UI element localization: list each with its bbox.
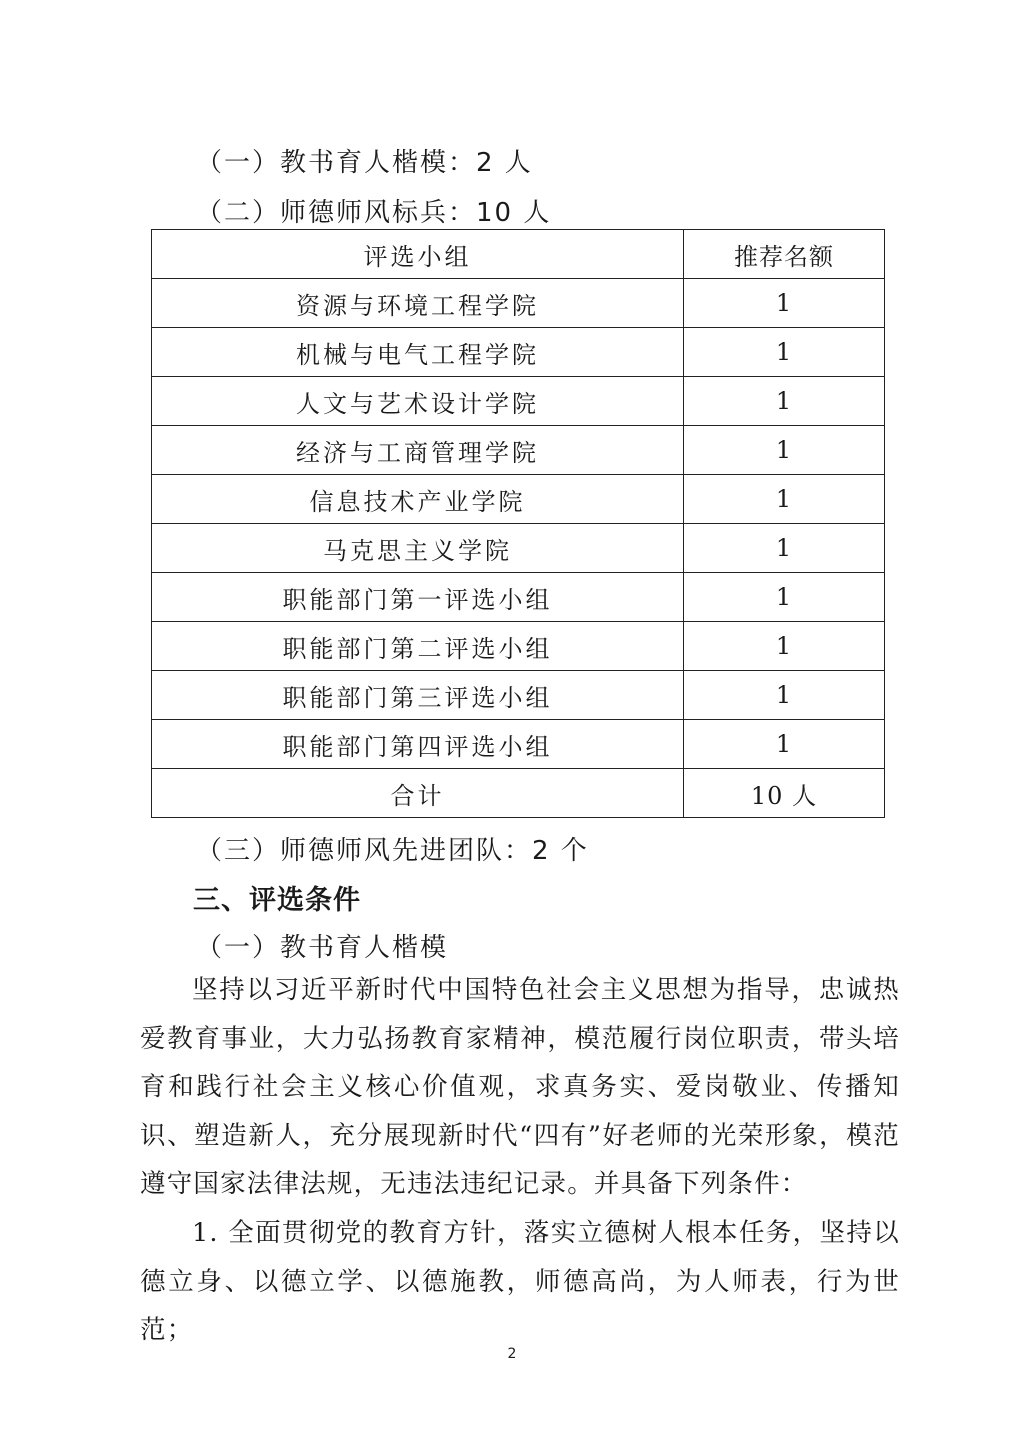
page-number: 2 bbox=[507, 1346, 517, 1362]
group-name: 职能部门第二评选小组 bbox=[152, 622, 684, 671]
table-header-row bbox=[152, 230, 885, 279]
group-name: 马克思主义学院 bbox=[152, 524, 684, 573]
quota-count: 1 bbox=[684, 377, 885, 426]
table-row bbox=[152, 573, 885, 622]
quota-count: 1 bbox=[684, 720, 885, 769]
criteria-paragraph: 坚持以习近平新时代中国特色社会主义思想为指导，忠诚热爱教育事业，大力弘扬教育家精神，模范履行岗位职责，带头培育和践行社会主义核心价值观，求真务实、爱岗敬业、传播知识、塑造新人，充分展现新时代“四有”好老师的光荣形象，模范遵守国家法律法规，无违法违纪记录。并具备下列条件： bbox=[140, 975, 900, 1200]
group-name: 人文与艺术设计学院 bbox=[152, 377, 684, 426]
group-name: 职能部门第三评选小组 bbox=[152, 671, 684, 720]
table-row bbox=[152, 377, 885, 426]
quota-item-ethics-exemplars: （二）师德师风标兵：10 人 bbox=[196, 198, 552, 228]
group-name: 信息技术产业学院 bbox=[152, 475, 684, 524]
group-name: 职能部门第四评选小组 bbox=[152, 720, 684, 769]
table-row bbox=[152, 720, 885, 769]
criteria-item-1: 1. 全面贯彻党的教育方针，落实立德树人根本任务，坚持以德立身、以德立学、以德施教，师德高尚，为人师表，行为世范； bbox=[140, 1217, 900, 1346]
total-count: 10 人 bbox=[684, 769, 885, 818]
group-name: 职能部门第一评选小组 bbox=[152, 573, 684, 622]
table-row bbox=[152, 475, 885, 524]
quota-count: 1 bbox=[684, 671, 885, 720]
group-name: 经济与工商管理学院 bbox=[152, 426, 684, 475]
column-header-quota: 推荐名额 bbox=[684, 230, 885, 279]
quota-count: 1 bbox=[684, 328, 885, 377]
quota-item-advanced-teams: （三）师德师风先进团队：2 个 bbox=[196, 836, 589, 866]
quota-table bbox=[151, 229, 885, 818]
quota-count: 1 bbox=[684, 573, 885, 622]
quota-count: 1 bbox=[684, 622, 885, 671]
subsection-heading-role-models: （一）教书育人楷模 bbox=[196, 933, 449, 963]
column-header-group: 评选小组 bbox=[152, 230, 684, 279]
group-name: 资源与环境工程学院 bbox=[152, 279, 684, 328]
quota-count: 1 bbox=[684, 475, 885, 524]
quota-item-role-models: （一）教书育人楷模：2 人 bbox=[196, 148, 533, 178]
criteria-body bbox=[140, 966, 900, 1355]
table-row bbox=[152, 279, 885, 328]
table-total-row bbox=[152, 769, 885, 818]
table-row bbox=[152, 524, 885, 573]
table-row bbox=[152, 426, 885, 475]
section-heading-criteria: 三、评选条件 bbox=[193, 885, 361, 916]
table-row bbox=[152, 622, 885, 671]
group-name: 机械与电气工程学院 bbox=[152, 328, 684, 377]
quota-count: 1 bbox=[684, 279, 885, 328]
table-row bbox=[152, 328, 885, 377]
quota-count: 1 bbox=[684, 524, 885, 573]
total-label: 合计 bbox=[152, 769, 684, 818]
quota-count: 1 bbox=[684, 426, 885, 475]
table-row bbox=[152, 671, 885, 720]
